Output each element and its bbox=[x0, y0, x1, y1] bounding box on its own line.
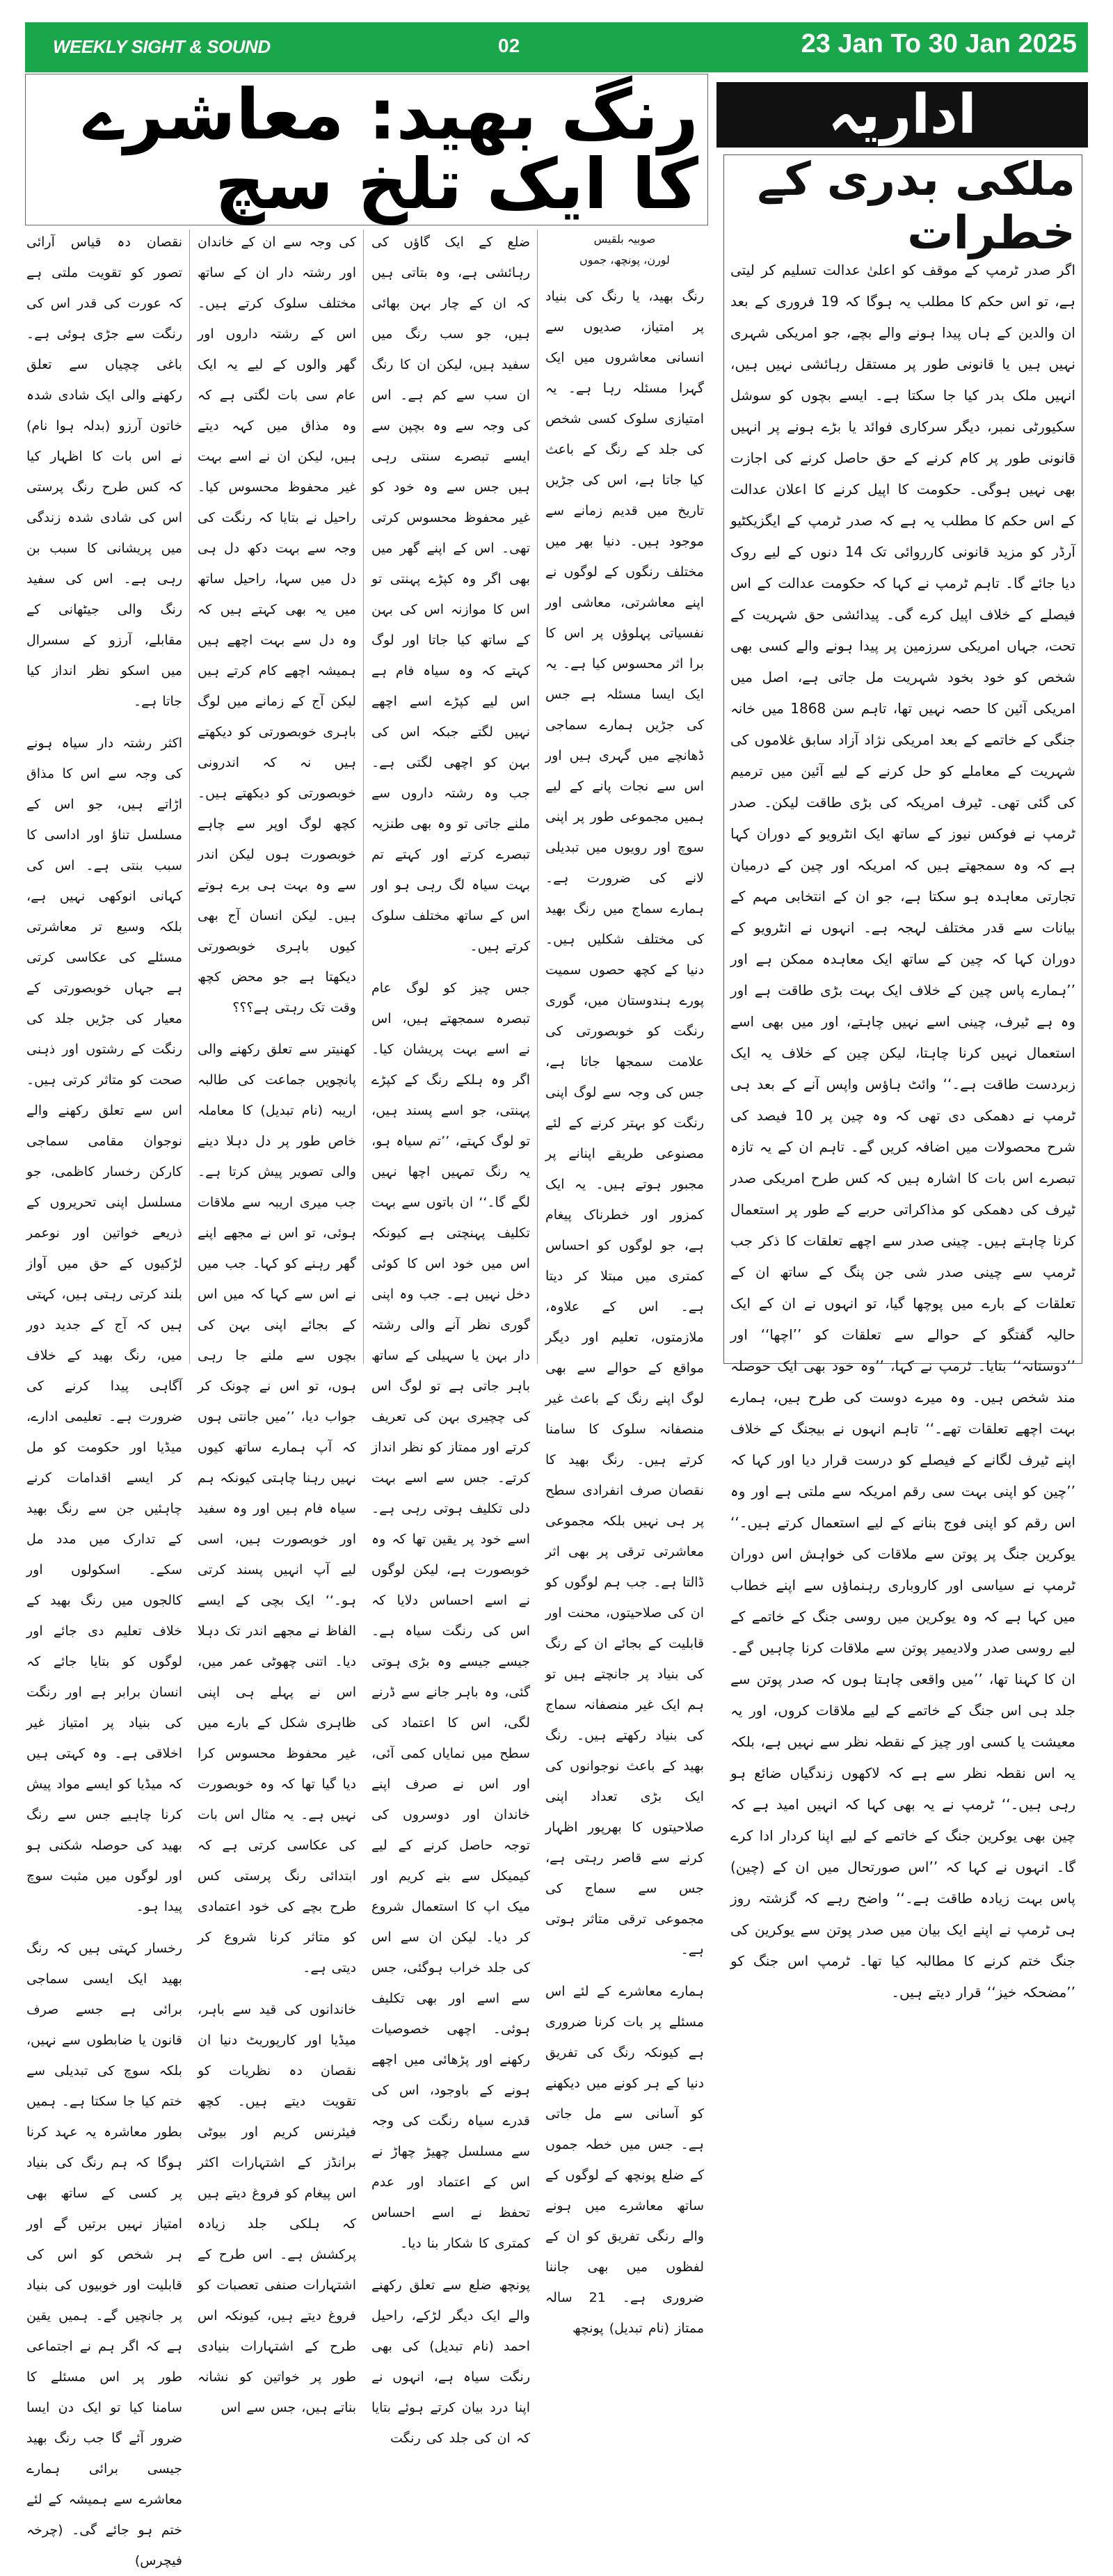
author-location: لورن، پونچھ، جموں bbox=[579, 253, 670, 267]
column-divider bbox=[537, 230, 538, 1364]
article-paragraph: ضلع کے ایک گاؤں کی رہائشی ہے، وہ بتاتی ہیں کہ ان کے چار بہن بھائی ہیں، جو سب رنگ میں سفید ہیں، لیکن ان کا رنگ ان سب سے کم ہے۔ اس کی وجہ سے وہ بچپن سے ایسے تبصرے سنتی رہی ہیں جس سے وہ خود کو غیر محفوظ محسوس کرتی تھی۔ اس کے اپنے گھر میں بھی اگر وہ کپڑے پہنتی تو اس کا موازنہ اس کی بہن کے ساتھ کیا جاتا اور لوگ کہتے کہ وہ سیاہ فام ہے اس لیے کپڑے اسے اچھے نہیں لگتے جبکہ اس کی بہن کو اچھی لگتی ہے۔ جب وہ رشتہ داروں سے ملنے جاتی تو وہ بھی طنزیہ تبصرے کرتے اور کہتے تم بہت سیاہ لگ رہی ہو اور اس کے ساتھ مختلف سلوک کرتے ہیں۔ bbox=[371, 234, 530, 954]
article-paragraph: کی وجہ سے ان کے خاندان اور رشتہ دار ان کے ساتھ مختلف سلوک کرتے ہیں۔ اس کے رشتہ داروں اور گھر والوں کے لیے یہ ایک عام سی بات لگتی ہے کہ وہ مذاق میں کہہ دیتے ہیں، لیکن ان نے اسے بہت غیر محفوظ محسوس کیا۔ راحیل نے بتایا کہ رنگت کی وجہ سے بہت دکھ دل ہی دل میں سہا، راحیل ساتھ میں یہ بھی کہتے ہیں کہ وہ دل سے بہت اچھے ہیں ہمیشہ اچھے کام کرتے ہیں لیکن آج کے زمانے میں لوگ باہری خوبصورتی کو دیکھتے ہیں نہ کہ اندرونی خوبصورتی کو دیکھتے ہیں۔ کچھ لوگ اوپر سے چاہے خوبصورت ہوں لیکن اندر سے وہ بہت ہی برے ہوتے ہیں۔ لیکن انسان آج بھی کیوں باہری خوبصورتی دیکھتا ہے جو محض کچھ وقت تک رہتی ہے؟؟؟ bbox=[198, 234, 356, 1015]
author-name: صوبیہ بلقیس bbox=[593, 232, 656, 246]
editorial-text: اگر صدر ٹرمپ کے موقف کو اعلیٰ عدالت تسلیم کر لیتی ہے، تو اس حکم کا مطلب یہ ہوگا کہ 19 فروری کے بعد ان والدین کے ہاں پیدا ہونے والے بچے، جو امریکی شہری نہیں ہیں یا قانونی طور پر مستقل رہائشی نہیں ہیں، انہیں ملک بدر کیا جا سکتا ہے۔ ایسے بچوں کو سوشل سکیورٹی نمبر، دیگر سرکاری فوائد یا بڑے ہونے پر انہیں قانونی طور پر کام کرنے کے حق حاصل کرنے کی اجازت بھی نہیں ہوگی۔ حکومت کا اپیل کرنے کا اعلان عدالت کے اس حکم کا مطلب یہ ہے کہ صدر ٹرمپ کے ایگزیکٹیو آرڈر کو مزید قانونی کارروائی تک 14 دنوں کے لیے روک دیا جائے گا۔ تاہم ٹرمپ نے کہا کہ حکومت عدالت کے اس فیصلے کے خلاف اپیل کرے گی۔ پیدائشی حق شہریت کے تحت، جہاں امریکی سرزمین پر پیدا ہونے والے کسی بھی شخص کو خود بخود شہریت مل جاتی ہے، اصل میں امریکی آئین کا حصہ نہیں تھا، تاہم سن 1868 میں خانہ جنگی کے خاتمے کے بعد امریکی نژاد آزاد سابق غلاموں کی شہریت کے معاملے کو حل کرنے کے لیے آئین میں ترمیم کی گئی تھی۔ ٹیرف امریکہ کی بڑی طاقت لیکن۔ صدر ٹرمپ نے فوکس نیوز کے ساتھ ایک انٹرویو کے دوران کہا ہے کہ وہ سمجھتے ہیں کہ امریکہ اور چین کے درمیان تجارتی معاہدہ ہو سکتا ہے، جو ان کے انتخابی مہم کے بیانات سے قدر مختلف لہجہ ہے۔ انہوں نے انٹرویو کے دوران کہا کہ چین کے ساتھ ایک معاہدہ ممکن ہے اور ’’ہمارے پاس چین کے خلاف ایک بہت بڑی طاقت ہے اور وہ ہے ٹیرف، چینی اسے نہیں چاہتے، اور میں بھی اسے استعمال نہیں کرنا چاہتا، لیکن چین کے خلاف یہ ایک زبردست طاقت ہے۔‘‘ وائٹ ہاؤس واپس آنے کے بعد ہی ٹرمپ نے دھمکی دی تھی کہ وہ چین پر 10 فیصد کی شرح محصولات میں اضافہ کریں گے۔ تاہم ان کے یہ تازہ تبصرے اس بات کا اشارہ ہیں کہ کس طرح امریکی صدر ٹیرف کی دھمکی کو مذاکراتی حربے کے طور پر استعمال کرنا چاہتے ہیں۔ چینی صدر سے اچھے تعلقات کا ذکر جب ٹرمپ سے چینی صدر شی جن پنگ کے ساتھ ان کے تعلقات کے بارے میں پوچھا گیا، تو انہوں نے ان کے ایک حالیہ گفتگو کے حوالے سے تعلقات کو ’’اچھا‘‘ اور ’’دوستانہ‘‘ بتایا۔ ٹرمپ نے کہا، ’’وہ خود بھی ایک حوصلہ مند شخص ہیں۔ وہ میرے دوست کی طرح ہیں، ہمارے بہت اچھے تعلقات تھے۔‘‘ تاہم انہوں نے بیجنگ کے خلاف اپنے ٹیرف لگانے کے فیصلے کو درست قرار دیا اور کہا کہ ’’چین کو اپنی بہت سی رقم امریکہ سے ملتی ہے اور وہ اس رقم کو اپنی فوج بنانے کے لیے استعمال کرتے ہیں۔‘‘ یوکرین جنگ پر پوتن سے ملاقات کی خواہش اس دوران ٹرمپ نے سیاسی اور کاروباری رہنماؤں سے اپنے خطاب میں کہا ہے کہ وہ یوکرین میں روسی جنگ کے خاتمے کے لیے روسی صدر ولادیمیر پوتن سے ملاقات کرنا چاہیں گے۔ ان کا کہنا تھا، ’’میں واقعی چاہتا ہوں کہ صدر پوتن سے جلد ہی اس جنگ کے خاتمے کے لیے ملاقات کروں، اور یہ معیشت یا کسی اور چیز کے نقطہ نظر سے نہیں ہے، بلکہ یہ اس نقطہ نظر سے ہے کہ لاکھوں زندگیاں ضائع ہو رہی ہیں۔‘‘ ٹرمپ نے یہ بھی کہا کہ انہیں امید ہے کہ چین بھی یوکرین جنگ کے خاتمے کے لیے اپنا کردار ادا کرے گا۔ انہوں نے کہا کہ ’’اس صورتحال میں ان کے (چین) پاس بہت زیادہ طاقت ہے۔‘‘ واضح رہے کہ گزشتہ روز ہی ٹرمپ نے اپنے ایک بیان میں صدر پوتن سے یوکرین کی جنگ ختم کرنے کا مطالبہ کیا تھا۔ ٹرمپ اس جنگ کو ’’مضحکہ خیز‘‘ قرار دیتے ہیں۔ bbox=[730, 262, 1076, 2001]
article-paragraph: جس چیز کو لوگ عام تبصرہ سمجھتے ہیں، اس نے اسے بہت پریشان کیا۔ اگر وہ ہلکے رنگ کے کپڑے پہنتی، جو اسے پسند ہیں، تو لوگ کہتے، ’’تم سیاہ ہو، یہ رنگ تمہیں اچھا نہیں لگے گا۔‘‘ ان باتوں سے بہت تکلیف پہنچتی ہے کیونکہ اس میں خود اس کا کوئی دخل نہیں ہے۔ جب وہ اپنی گوری نظر آنے والی رشتہ دار بہن یا سہیلی کے ساتھ باہر جاتی ہے تو لوگ اس کی چچیری بہن کی تعریف کرتے اور ممتاز کو نظر انداز کرتے۔ جس سے اسے بہت دلی تکلیف ہوتی رہی ہے۔ اسے خود پر یقین تھا کہ وہ خوبصورت ہے، لیکن لوگوں نے اسے احساس دلایا کہ اس کی رنگت سیاہ ہے۔ جیسے جیسے وہ بڑی ہوتی گئی، وہ باہر جانے سے ڈرنے لگی، اس کا اعتماد کی سطح میں نمایاں کمی آئی، اور اس نے صرف اپنے خاندان اور دوسروں کی توجہ حاصل کرنے کے لیے کیمیکل سے بنے کریم اور میک اپ کا استعمال شروع کر دیا۔ لیکن ان سے اس کی جلد خراب ہوگئی، جس سے اسے اور بھی تکلیف ہوئی۔ اچھی خصوصیات رکھنے اور پڑھائی میں اچھے ہونے کے باوجود، اس کی قدرے سیاہ رنگت کی وجہ سے مسلسل چھیڑ چھاڑ نے اس کے اعتماد اور عدم تحفظ نے اسے احساس کمتری کا شکار بنا دیا۔ bbox=[371, 980, 530, 2251]
article-paragraph: نقصان دہ قیاس آرائی تصور کو تقویت ملتی ہے کہ عورت کی قدر اس کی رنگت سے جڑی ہوئی ہے۔ باغی چچیاں سے تعلق رکھنے والی ایک شادی شدہ خاتون آرزو (بدلہ ہوا نام) نے اس بات کا اظہار کیا کہ کس طرح رنگ پرستی اس کی شادی شدہ زندگی میں پریشانی کا سبب بن رہی ہے۔ اس کی سفید رنگ والی جیٹھانی کے مقابلے، آرزو کے سسرال میں اسکو نظر انداز کیا جاتا ہے۔ bbox=[26, 234, 182, 709]
editorial-banner: اداریہ bbox=[716, 82, 1088, 148]
publication-name: WEEKLY SIGHT & SOUND bbox=[53, 36, 271, 57]
article-column-2 bbox=[371, 227, 530, 2446]
article-paragraph: اکثر رشتہ دار سیاہ ہونے کی وجہ سے اس کا مذاق اڑاتے ہیں، جو اس کے مسلسل تناؤ اور اداسی کا سبب بنتی ہے۔ اس کی کہانی انوکھی نہیں ہے، بلکہ وسیع تر معاشرتی مسئلے کی عکاسی کرتی ہے جہاں خوبصورتی کے معیار کی جڑیں جلد کی رنگت کے رشتوں اور ذہنی صحت کو متاثر کرتی ہیں۔ اس سے تعلق رکھنے والے نوجوان مقامی سماجی کارکن رخسار کاظمی، جو مسلسل اپنی تحریروں کے ذریعے خواتین اور نوعمر لڑکیوں کے حق میں آواز بلند کرتی رہتی ہیں، کہتی ہیں کہ آج کے جدید دور میں، رنگ بھید کے خلاف آگاہی پیدا کرنے کی ضرورت ہے۔ تعلیمی ادارے، میڈیا اور حکومت کو مل کر ایسے اقدامات کرنے چاہئیں جن سے رنگ بھید کے تدارک میں مدد مل سکے۔ اسکولوں اور کالجوں میں رنگ بھید کے خلاف تعلیم دی جائے اور لوگوں کو بتایا جائے کہ انسان برابر ہے اور رنگت کی بنیاد پر امتیاز غیر اخلاقی ہے۔ وہ کہتی ہیں کہ میڈیا کو ایسے مواد پیش کرنا چاہیے جس سے رنگ بھید کی حوصلہ شکنی ہو اور لوگوں میں مثبت سوچ پیدا ہو۔ bbox=[26, 736, 182, 1914]
editorial-title: ملکی بدری کے خطرات bbox=[757, 152, 1075, 260]
editorial-body bbox=[730, 255, 1076, 2001]
article-paragraph: رخسار کہتی ہیں کہ رنگ بھید ایک ایسی سماجی برائی ہے جسے صرف قانون یا ضابطوں سے نہیں، بلکہ سوچ کی تبدیلی سے ختم کیا جا سکتا ہے۔ ہمیں بطور معاشرہ یہ عہد کرنا ہوگا کہ ہم رنگ کی بنیاد پر کسی کے ساتھ بھی امتیاز نہیں برتیں گے اور ہر شخص کو اس کی قابلیت اور خوبیوں کی بنیاد پر جانچیں گے۔ ہمیں یقین ہے کہ اگر ہم نے اجتماعی طور پر اس مسئلے کا سامنا کیا تو ایک دن ایسا ضرور آئے گا جب رنگ بھید جیسی برائی ہمارے معاشرے سے ہمیشہ کے لئے ختم ہو جائے گی۔ (چرخہ فیچرس) bbox=[26, 1941, 182, 2568]
column-divider bbox=[363, 230, 364, 1364]
column-divider bbox=[189, 230, 190, 1364]
article-column-1 bbox=[545, 227, 704, 2336]
page-number: 02 bbox=[498, 35, 520, 56]
article-paragraph: خاندانوں کی قید سے باہر، میڈیا اور کارپوریٹ دنیا ان نقصان دہ نظریات کو تقویت دیتے ہیں۔ کچھ فیئرنس کریم اور بیوٹی برانڈز کے اشتہارات اکثر اس پیغام کو فروغ دیتے ہیں کہ ہلکی جلد زیادہ پرکشش ہے۔ اس طرح کے اشتہارات صنفی تعصبات کو فروغ دیتے ہیں، کیونکہ اس طرح کے اشتہارات بنیادی طور پر خواتین کو نشانہ بناتے ہیں، جس سے اس bbox=[198, 2002, 356, 2415]
article-column-4 bbox=[26, 227, 182, 2568]
article-paragraph: ہمارے معاشرے کے لئے اس مسئلے پر بات کرنا ضروری ہے کیونکہ رنگ کی تفریق دنیا کے ہر کونے میں دیکھنے کو آسانی سے مل جاتی ہے۔ جس میں خطہ جموں کے ضلع پونچھ کے لوگوں کے ساتھ معاشرے میں ہونے والے رنگی تفریق کو ان کے لفظوں میں بھی جاننا ضروری ہے۔ 21 سالہ ممتاز (نام تبدیل) پونچھ bbox=[545, 1984, 704, 2336]
article-paragraph: رنگ بھید، یا رنگ کی بنیاد پر امتیاز، صدیوں سے انسانی معاشروں میں ایک گہرا مسئلہ رہا ہے۔ یہ امتیازی سلوک کسی شخص کی جلد کے رنگ کے باعث کیا جاتا ہے، اس کی جڑیں تاریخ میں قدیم زمانے سے موجود ہیں۔ دنیا بھر میں مختلف رنگوں کے لوگوں نے اپنے معاشرتی، معاشی اور نفسیاتی پہلوؤں پر اس کا برا اثر محسوس کیا ہے۔ یہ ایک ایسا مسئلہ ہے جس کی جڑیں ہمارے سماجی ڈھانچے میں گہری ہیں اور اس سے نجات پانے کے لیے ہمیں مجموعی طور پر اپنی سوچ اور رویوں میں تبدیلی لانے کی ضرورت ہے۔ ہمارے سماج میں رنگ بھید کی مختلف شکلیں ہیں۔ دنیا کے کچھ حصوں سمیت پورے ہندوستان میں، گوری رنگت کو خوبصورتی کی علامت سمجھا جاتا ہے، جس کی وجہ سے لوگ اپنی رنگت کو بہتر کرنے کے لئے مصنوعی طریقے اپنانے پر مجبور ہوتے ہیں۔ یہ ایک کمزور اور خطرناک پیغام ہے، جو لوگوں کو احساس کمتری میں مبتلا کر دیتا ہے۔ اس کے علاوہ، ملازمتوں، تعلیم اور دیگر مواقع کے حوالے سے بھی لوگ اپنے رنگ کے باعث غیر منصفانہ سلوک کا سامنا کرتے ہیں۔ رنگ بھید کا نقصان صرف انفرادی سطح پر ہی نہیں بلکہ مجموعی معاشرتی ترقی پر بھی اثر ڈالتا ہے۔ جب ہم لوگوں کو ان کی صلاحیتوں، محنت اور قابلیت کے بجائے ان کے رنگ کی بنیاد پر جانچتے ہیں تو ہم ایک غیر منصفانہ سماج کی بنیاد رکھتے ہیں۔ رنگ بھید کے باعث نوجوانوں کی ایک بڑی تعداد اپنی صلاحیتوں کا بھرپور اظہار کرنے سے قاصر رہتی ہے، جس سے سماج کی مجموعی ترقی متاثر ہوتی ہے۔ bbox=[545, 289, 704, 1957]
issue-date: 23 Jan To 30 Jan 2025 bbox=[801, 29, 1077, 58]
article-column-3 bbox=[198, 227, 356, 2415]
article-paragraph: کھنیتر سے تعلق رکھنے والی پانچویں جماعت کی طالبہ اریبہ (نام تبدیل) کا معاملہ خاص طور پر دل دہلا دینے والی تصویر پیش کرتا ہے۔ جب میری اریبہ سے ملاقات ہوئی، تو اس نے مجھے اپنے گھر رہنے کو کہا۔ جب میں نے اس سے کہا کہ میں اس کے بجائے اپنی بہن کی بچوں سے ملنے جا رہی ہوں، تو اس نے چونک کر جواب دیا، ’’میں جانتی ہوں کہ آپ ہمارے ساتھ کیوں نہیں رہنا چاہتی کیونکہ ہم سیاہ فام ہیں اور وہ سفید اور خوبصورت ہیں، اسی لیے آپ انہیں پسند کرتی ہو۔‘‘ ایک بچی کے ایسے الفاظ نے مجھے اندر تک دہلا دیا۔ اتنی چھوٹی عمر میں، اس نے پہلے ہی اپنی ظاہری شکل کے بارے میں غیر محفوظ محسوس کرا دیا گیا تھا کہ وہ خوبصورت نہیں ہے۔ یہ مثال اس بات کی عکاسی کرتی ہے کہ ابتدائی رنگ پرستی کس طرح بچے کی خود اعتمادی کو متاثر کرنا شروع کر دیتی ہے۔ bbox=[198, 1042, 356, 1975]
article-paragraph: پونچھ ضلع سے تعلق رکھنے والے ایک دیگر لڑکے، راحیل احمد (نام تبدیل) کی بھی رنگت سیاہ ہے، انہوں نے اپنا درد بیان کرتے ہوئے بتایا کہ ان کی جلد کی رنگت bbox=[371, 2277, 530, 2446]
article-headline: رنگ بھید: معاشرے کا ایک تلخ سچ bbox=[83, 74, 698, 225]
